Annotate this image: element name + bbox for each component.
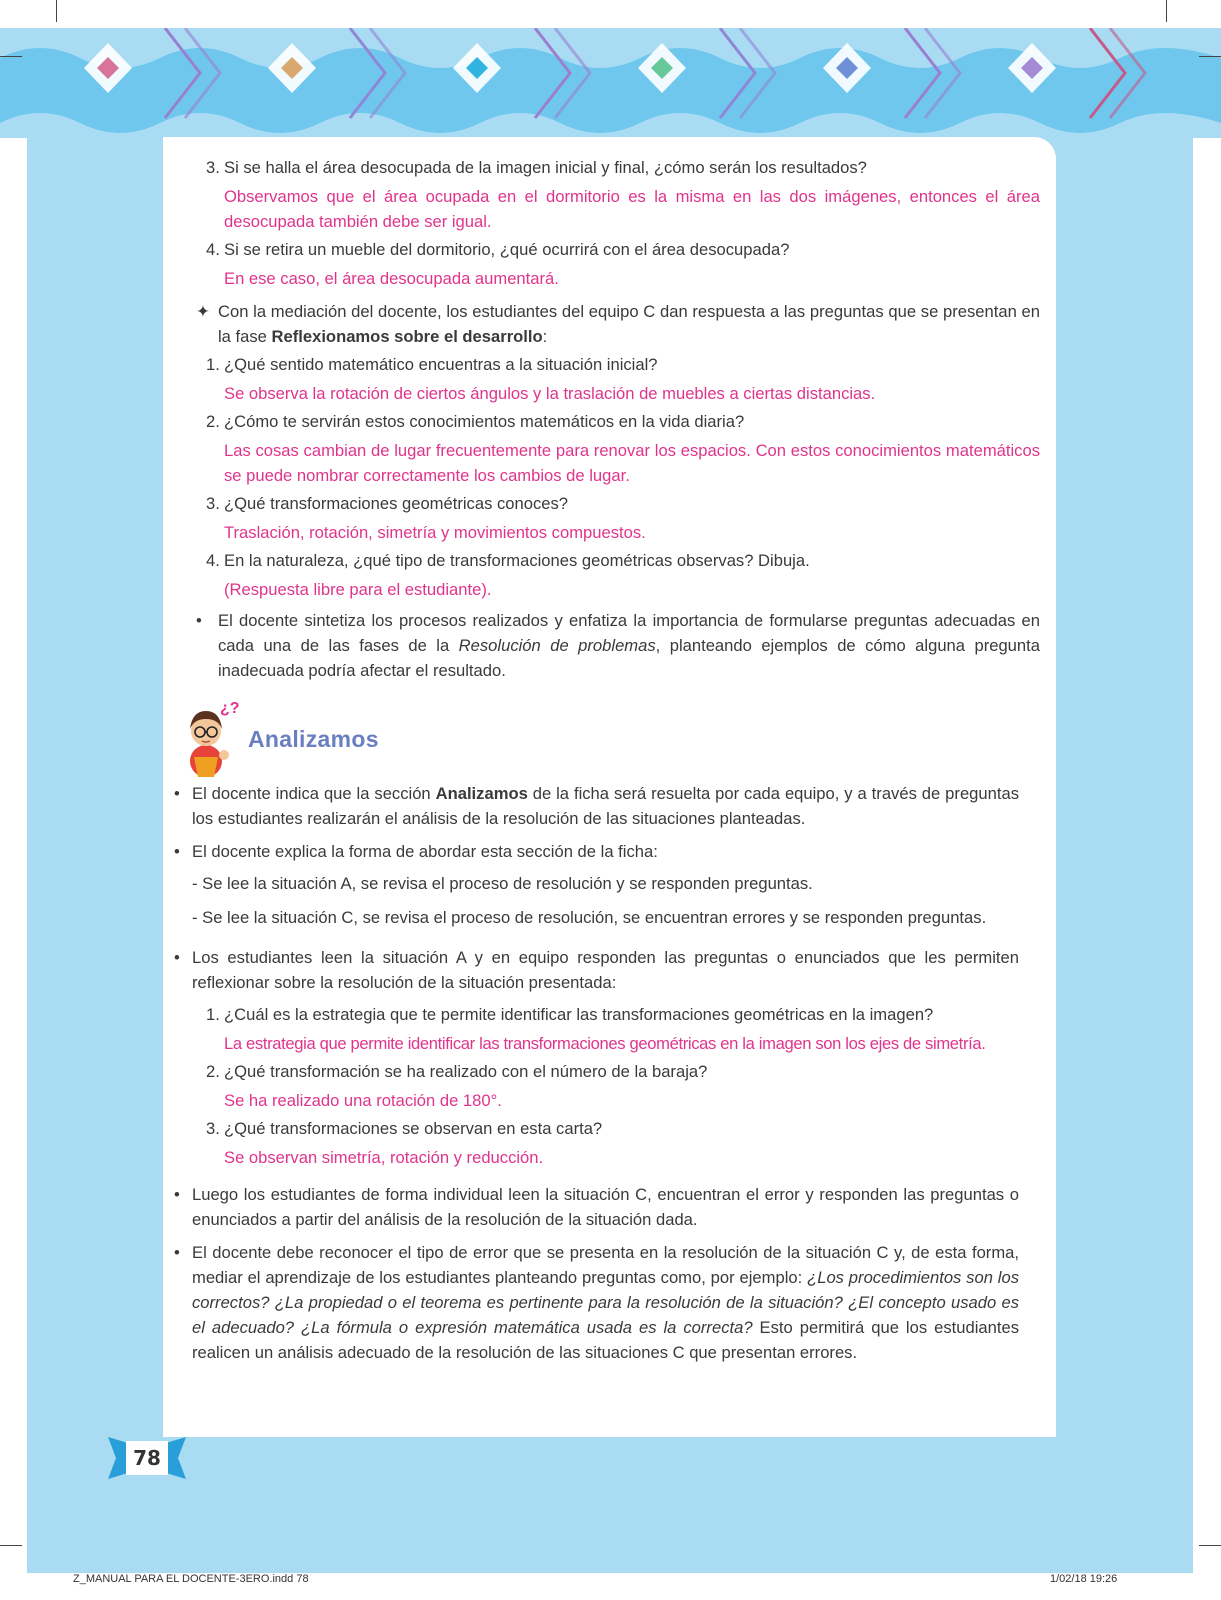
bullet-item xyxy=(174,839,1019,864)
crop-mark xyxy=(1199,1545,1221,1546)
question-text: ¿Cómo te servirán estos conocimientos matemáticos en la vida diaria? xyxy=(224,412,745,431)
question-number: 3. xyxy=(206,158,220,177)
section-title: Analizamos xyxy=(248,726,379,752)
star-bullet-icon: ✦ xyxy=(196,302,210,321)
question-item xyxy=(180,548,1040,573)
bold-term: Reflexionamos sobre el desarrollo xyxy=(271,327,543,346)
question-text: ¿Qué sentido matemático encuentras a la situación inicial? xyxy=(224,355,658,374)
answer-text: (Respuesta libre para el estudiante). xyxy=(224,580,492,599)
crop-mark xyxy=(1166,0,1167,22)
question-number: 1. xyxy=(206,1005,220,1024)
question-text: ¿Qué transformación se ha realizado con el número de la baraja? xyxy=(224,1062,708,1081)
crop-mark xyxy=(56,0,57,22)
section-header xyxy=(180,699,1040,781)
bullet-text: Esto permitirá que los estudiantes realicen un análisis adecuado de la resolución de las situaciones C que presentan errores. xyxy=(192,1318,1019,1362)
bullet-text: Luego los estudiantes de forma individual leen la situación C, encuentran el error y responden las preguntas o enunciados a partir del análisis de la resolución de la situación dada. xyxy=(192,1185,1019,1229)
bullet-mediation xyxy=(180,299,1040,349)
question-number: 3. xyxy=(206,1119,220,1138)
bullet-dot: • xyxy=(174,948,180,967)
question-item xyxy=(180,1116,1019,1141)
bullet-dot: • xyxy=(174,1185,180,1204)
crop-mark xyxy=(1199,56,1221,57)
question-number: 1. xyxy=(206,355,220,374)
question-text: Si se retira un mueble del dormitorio, ¿qué ocurrirá con el área desocupada? xyxy=(224,240,790,259)
crop-mark xyxy=(0,1545,22,1546)
question-item xyxy=(180,352,1040,377)
bullet-text: , planteando ejemplos de cómo alguna pregunta inadecuada podría afectar el resultado. xyxy=(218,636,1040,680)
question-number: 2. xyxy=(206,1062,220,1081)
bullet-item xyxy=(174,1182,1019,1232)
bullet-text: El docente sintetiza los procesos realizados y enfatiza la importancia de formularse preguntas adecuadas en cada una de las fases de la xyxy=(218,611,1040,655)
question-text: ¿Qué transformaciones geométricas conoces? xyxy=(224,494,569,513)
question-text: ¿Qué transformaciones se observan en esta carta? xyxy=(224,1119,603,1138)
file-timestamp: 1/02/18 19:26 xyxy=(1050,1573,1118,1585)
dash-item: - Se lee la situación C, se revisa el proceso de resolución, se encuentran errores y se responden preguntas. xyxy=(192,908,987,927)
bullet-dot: • xyxy=(174,784,180,803)
question-number: 4. xyxy=(206,240,220,259)
analyze-section xyxy=(174,781,1019,1365)
dash-item: - Se lee la situación A, se revisa el proceso de resolución y se responden preguntas. xyxy=(192,874,813,893)
answer-text: La estrategia que permite identificar las transformaciones geométricas en la imagen son los ejes de simetría. xyxy=(224,1034,986,1053)
question-mark-icon: ¿? xyxy=(220,700,240,717)
page-number: 78 xyxy=(133,1446,161,1470)
question-item xyxy=(180,409,1040,434)
bullet-text: : xyxy=(542,327,548,346)
bullet-dot: • xyxy=(196,611,202,630)
question-number: 3. xyxy=(206,494,220,513)
question-text: En la naturaleza, ¿qué tipo de transformaciones geométricas observas? Dibuja. xyxy=(224,551,810,570)
question-item xyxy=(180,155,1040,180)
page-number-badge xyxy=(108,1433,186,1483)
bullet-dot: • xyxy=(174,842,180,861)
bullet-text: Con la mediación del docente, los estudiantes del equipo C dan respuesta a las preguntas que se presentan en la fase xyxy=(218,302,1040,346)
bullet-item xyxy=(174,945,1019,995)
question-text: Si se halla el área desocupada de la imagen inicial y final, ¿cómo serán los resultados? xyxy=(224,158,867,177)
bullet-text: de la ficha será resuelta por cada equipo, y a través de preguntas los estudiantes realizarán el análisis de la resolución de las situaciones planteadas. xyxy=(192,784,1019,828)
answer-text: Se observa la rotación de ciertos ángulos y la traslación de muebles a ciertas distancias. xyxy=(224,384,876,403)
answer-text: En ese caso, el área desocupada aumentará. xyxy=(224,269,559,288)
question-item xyxy=(180,1002,1019,1027)
file-slug: Z_MANUAL PARA EL DOCENTE-3ERO.indd 78 xyxy=(73,1573,309,1585)
decorative-banner xyxy=(0,28,1221,138)
italic-term: Resolución de problemas xyxy=(458,636,656,655)
analyze-questions xyxy=(180,1002,1019,1170)
answer-text: Las cosas cambian de lugar frecuentemente para renovar los espacios. Con estos conocimientos matemáticos se puede nombrar correctamente los cambios de lugar. xyxy=(224,441,1040,485)
bullet-text: El docente debe reconocer el tipo de error que se presenta en la resolución de la situación C y, de esta forma, mediar el aprendizaje de los estudiantes planteando preguntas como, por ejemplo: xyxy=(192,1243,1019,1287)
page-content xyxy=(174,155,1040,1365)
bullet-text: El docente explica la forma de abordar esta sección de la ficha: xyxy=(192,842,658,861)
question-text: ¿Cuál es la estrategia que te permite identificar las transformaciones geométricas en la imagen? xyxy=(224,1005,934,1024)
question-number: 2. xyxy=(206,412,220,431)
bullet-text: El docente indica que la sección xyxy=(192,784,436,803)
question-item xyxy=(180,491,1040,516)
crop-mark xyxy=(0,56,22,57)
question-item xyxy=(180,237,1040,262)
answer-text: Observamos que el área ocupada en el dormitorio es la misma en las dos imágenes, entonces el área desocupada también debe ser igual. xyxy=(224,187,1040,231)
answer-text: Traslación, rotación, simetría y movimientos compuestos. xyxy=(224,523,646,542)
bold-term: Analizamos xyxy=(435,784,528,803)
answer-text: Se ha realizado una rotación de 180°. xyxy=(224,1091,502,1110)
bullet-dot: • xyxy=(174,1243,180,1262)
bullet-synthesis xyxy=(180,608,1040,683)
italic-term: ¿Los procedimientos son los correctos? ¿La propiedad o el teorema es pertinente para la resolución de la situación? ¿El concepto usado es el adecuado? ¿La fórmula o expresión matemática usada es la correcta? xyxy=(192,1268,1019,1337)
question-item xyxy=(180,1059,1019,1084)
bullet-item xyxy=(174,1240,1019,1365)
bullet-item xyxy=(174,781,1019,831)
bullet-text: Los estudiantes leen la situación A y en equipo responden las preguntas o enunciados que les permiten reflexionar sobre la resolución de la situación presentada: xyxy=(192,948,1019,992)
answer-text: Se observan simetría, rotación y reducción. xyxy=(224,1148,544,1167)
question-number: 4. xyxy=(206,551,220,570)
